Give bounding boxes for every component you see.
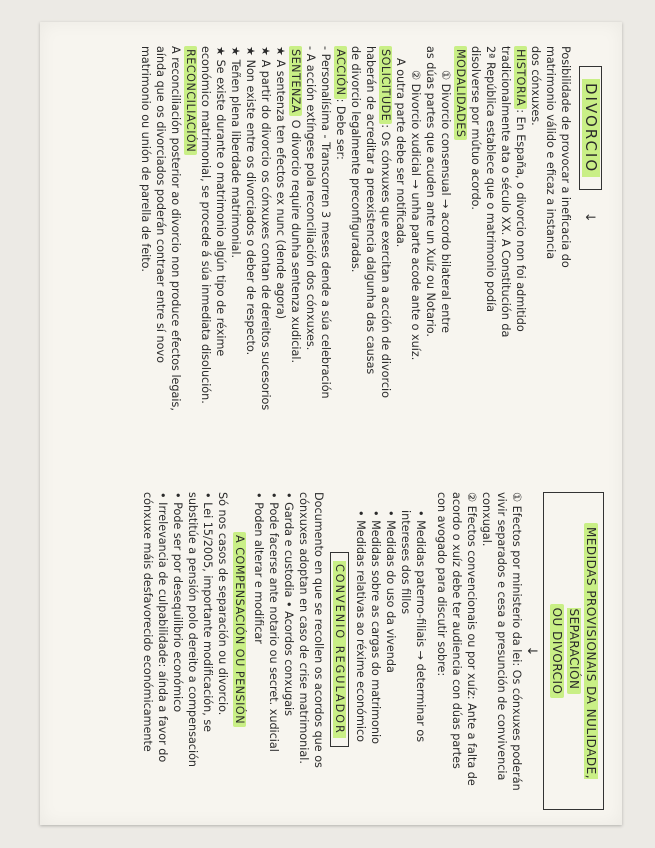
intro-line: Posibilidade de provocar a ineficacia do [559,46,572,268]
divorcio-column [138,46,602,464]
accion-heading: ACCIÓN [334,46,347,99]
efectos-line: ② Efectos convencionais ou por xuíz: Ante a falta de [465,492,478,786]
sentenza-line: ★ Teñen plena liberdade matrimonial. [229,46,242,259]
modalidades-line: ① Divorcio consensual → acordo bilateral entre [439,70,452,333]
medidas-line: intereses dos fillos [399,510,412,615]
medidas-line: • Medidas sobre as cargas do matrimonio [369,510,382,744]
compensacion-line: • Lei 15/2005, importante modificación, se [201,492,214,733]
modalidades-line: ② Divorcio xudicial → unha parte acode ante o xuíz. [409,70,422,361]
medidas-line: • Medidas relativas ao réxime económico [354,510,367,742]
sentenza-line: ★ A partir do divorcio os cónxuxes contan de dereitos sucesorios [259,46,272,411]
sentenza-line: ★ A sentenza ten efectos ex nunc (dende agora) [274,46,287,320]
convenio-line: cónxuxes adoptan en caso de crise matrimonial. [297,492,310,764]
medidas-line: • Medidas paterno-filiais → determinar os [414,510,427,743]
convenio-line: • Poden alterar e modificar [252,492,265,644]
sentenza-line: ★ Non existe entre os divorciados o deber de respecto. [244,46,257,356]
intro-line: matrimonio válido e eficaz a instancia [544,46,557,260]
efectos-line: vivir separados e cesa a presunción de convivencia [495,492,508,781]
compensacion-line: • Pode ser por desequilibrio económico [171,492,184,713]
medidas-title-line: OU DIVORCIO [550,604,564,699]
accion-line: - Personalísima - Transcorren 3 meses dende a súa celebración [319,46,332,399]
medidas-column [140,492,604,810]
historia-line: HISTORIA: En España, o divorcio non foi admitido [513,46,528,464]
efectos-line: acordo o xuíz debe ter audiencia con dúas partes [450,492,463,769]
convenio-line: • Pode facerse ante notario ou secret. xudicial [267,492,280,752]
divorcio-title: DIVORCIO [579,66,602,190]
sentenza-heading: SENTENZA [289,46,302,116]
sentenza-line: SENTENZA O divorcio require dunha sentenza xudicial. [288,46,303,464]
accion-line: ACCIÓN: Debe ser: [333,46,348,464]
solicitude-line: SOLICITUDE: Os cónxuxes que exercitan a acción de divorcio [378,46,393,464]
modalidades-heading-line [453,46,468,464]
historia-line: tradicionalmente ata o século XX. A Constitución da [499,46,512,338]
compensacion-line: substitúe a pensión polo dereito a compensación [186,492,199,768]
efectos-line: con avogado para discutir sobre: [435,492,448,677]
convenio-line: • Garda e custodia • Acordos conxugais [282,492,295,716]
medidas-title-box [543,492,604,810]
efectos-line: conxugal. [480,492,493,547]
down-arrow-icon: ↓ [582,211,597,223]
historia-heading: HISTORIA [514,46,527,109]
down-arrow-icon: ↓ [524,645,539,657]
convenio-title: CONVENIO REGULADOR [330,552,349,747]
rotated-notes [40,22,622,825]
reconciliacion-line: aínda que os divorciados poderán contraer entre sí novo [154,46,167,363]
solicitude-line: haberán de acreditar a preexistencia dalgunha das causas [364,46,377,375]
reconciliacion-line: A reconciliación posterior ao divorcio non produce efectos legais, [169,46,182,411]
compensacion-line: cónxuxe máis desfavorecido económicamente [141,492,154,752]
notebook-page [40,22,622,825]
sentenza-line: ★ Se existe durante o matrimonio algún tipo de réxime [214,46,227,357]
compensacion-line: • Irrelevancia de culpabilidade: aínda a favor do [156,492,169,763]
solicitude-line: de divorcio legalmente preconfiguradas. [349,46,362,273]
compensacion-line: Só nos casos de separación ou divorcio. [216,492,229,716]
sentenza-line: económico matrimonial, se procede á súa inmediata disolución. [199,46,212,404]
compensacion-title: A COMPENSACIÓN OU PENSIÓN [232,532,247,810]
efectos-line: ① Efectos por ministerio da lei: Os cónxuxes poderán [510,492,523,791]
modalidades-line: as dúas partes que acuden ante un Xuíz ou Notario. [424,46,437,337]
intro-line: dos cónxuxes. [529,46,542,126]
medidas-line: • Medidas do uso da vivenda [384,510,397,673]
medidas-title-line: MEDIDAS PROVISIONAIS DA NULIDADE, SEPARACIÓN [567,523,598,779]
reconciliacion-heading: RECONCILIACIÓN [184,46,197,155]
solicitude-heading: SOLICITUDE [379,46,392,124]
reconciliacion-heading-line [183,46,198,464]
historia-line: disolverse por mútuo acordo. [469,46,482,210]
reconciliacion-line: matrimonio ou unión de parella de feito. [139,46,152,272]
modalidades-heading: MODALIDADES [454,46,467,140]
accion-line: - A acción extíngese pola reconciliación dos cónxuxes. [304,46,317,351]
modalidades-line: A outra parte debe ser notificada. [394,58,407,248]
historia-line: 2ª República establece que o matrimonio podía [484,46,497,313]
convenio-line: Documento en que se recollen os acordos que os [312,492,325,768]
